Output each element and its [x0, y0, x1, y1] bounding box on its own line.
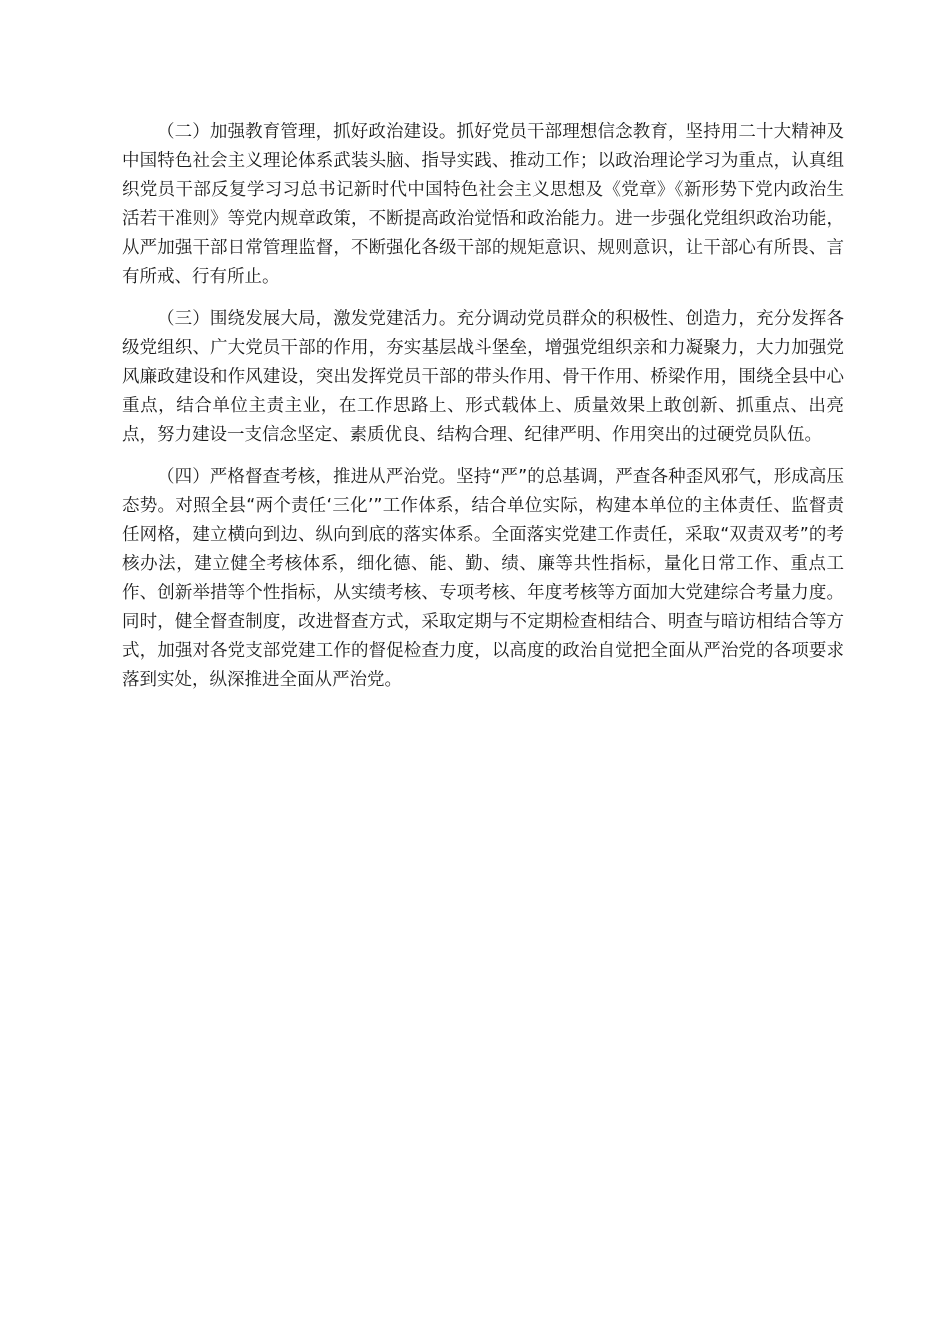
paragraph-inspection-assessment: （四）严格督查考核，推进从严治党。坚持“严”的总基调，严查各种歪风邪气，形成高压态势。对照全县“两个责任‘三化’”工作体系，结合单位实际，构建本单位的主体责任、监督责任网格，建立横向到边、纵向到底的落实体系。全面落实党建工作责任，采取“双责双考”的考核办法，建立健全考核体系，细化德、能、勤、绩、廉等共性指标，量化日常工作、重点工作、创新举措等个性指标，从实绩考核、专项考核、年度考核等方面加大党建综合考量力度。同时，健全督查制度，改进督查方式，采取定期与不定期检查相结合、明查与暗访相结合等方式，加强对各党支部党建工作的督促检查力度，以高度的政治自觉把全面从严治党的各项要求落到实处，纵深推进全面从严治党。 — [122, 467, 844, 690]
paragraph-development-overall: （三）围绕发展大局，激发党建活力。充分调动党员群众的积极性、创造力，充分发挥各级党组织、广大党员干部的作用，夯实基层战斗堡垒，增强党组织亲和力凝聚力，大力加强党风廉政建设和作风建设，突出发挥党员干部的带头作用、骨干作用、桥梁作用，围绕全县中心重点，结合单位主责主业，在工作思路上、形式载体上、质量效果上敢创新、抓重点、出亮点，努力建设一支信念坚定、素质优良、结构合理、纪律严明、作用突出的过硬党员队伍。 — [122, 309, 844, 445]
paragraph-education-management: （二）加强教育管理，抓好政治建设。抓好党员干部理想信念教育，坚持用二十大精神及中国特色社会主义理论体系武装头脑、指导实践、推动工作；以政治理论学习为重点，认真组织党员干部反复学习习总书记新时代中国特色社会主义思想及《党章》《新形势下党内政治生活若干准则》等党内规章政策，不断提高政治觉悟和政治能力。进一步强化党组织政治功能，从严加强干部日常管理监督，不断强化各级干部的规矩意识、规则意识，让干部心有所畏、言有所戒、行有所止。 — [122, 122, 844, 287]
document-body — [122, 118, 844, 708]
